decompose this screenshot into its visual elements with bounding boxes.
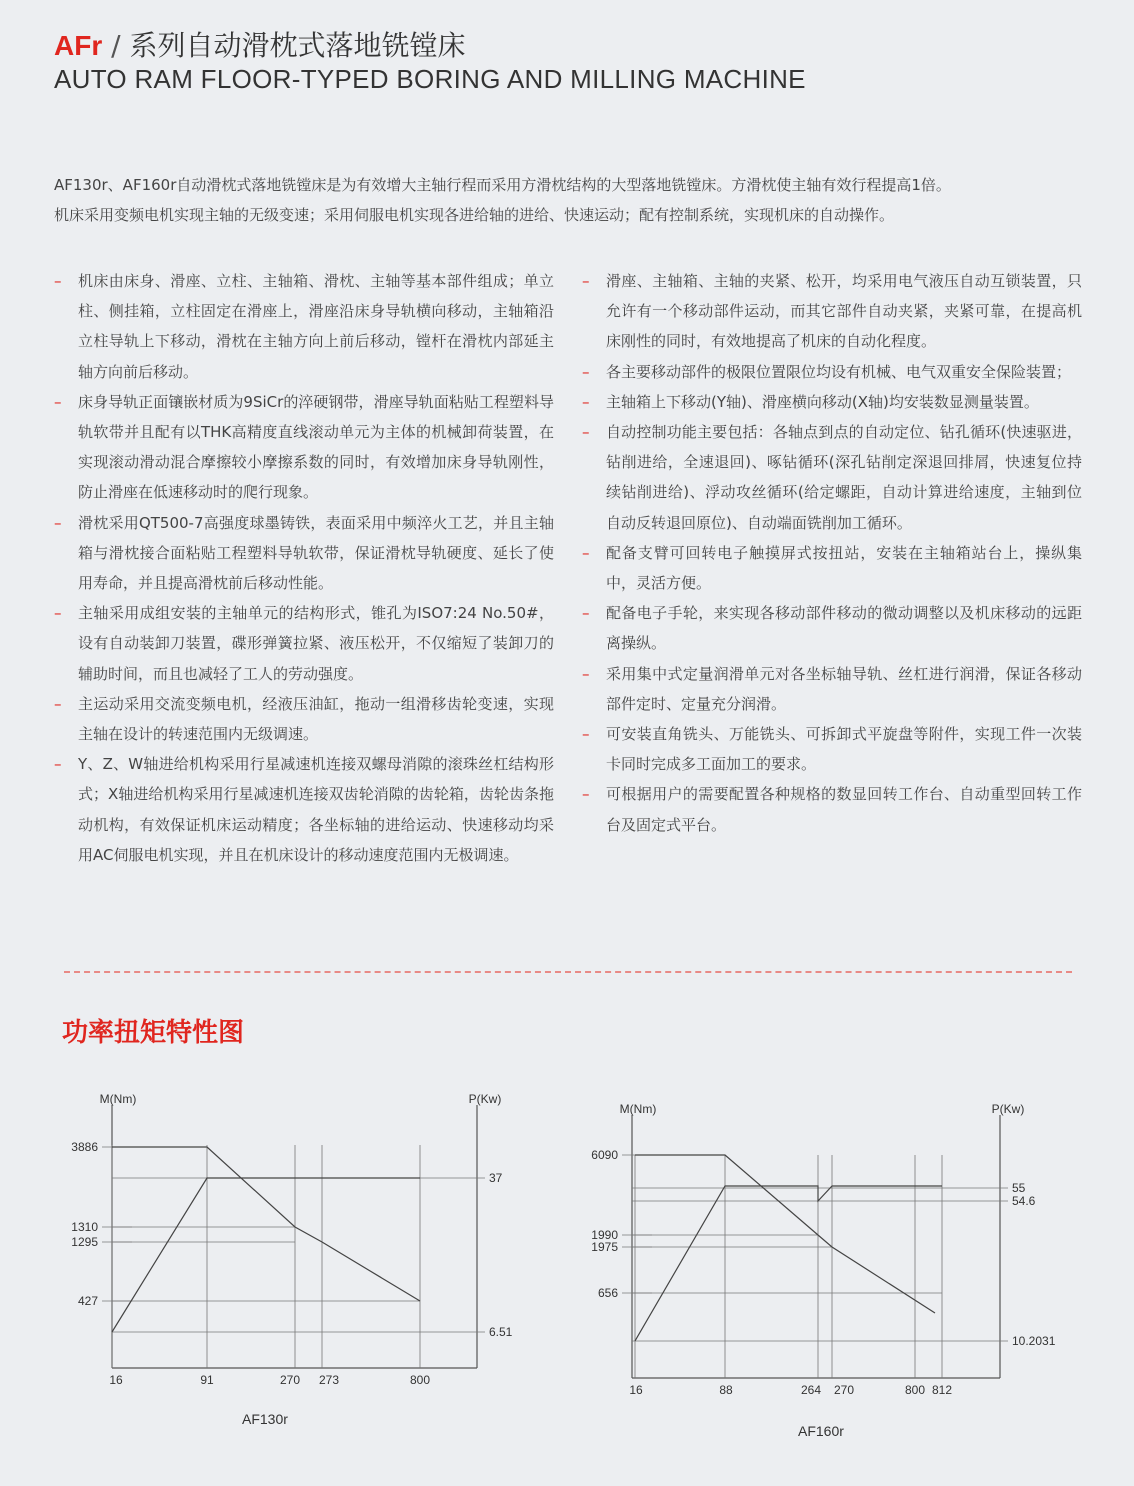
feature-text: 主运动采用交流变频电机，经液压油缸，拖动一组滑移齿轮变速，实现主轴在设计的转速范围内无级调速。 xyxy=(78,694,554,744)
torque-tick-label: 3886 xyxy=(71,1140,98,1154)
x-tick-label: 91 xyxy=(200,1373,214,1387)
feature-item xyxy=(582,719,1082,779)
power-tick-label: 37 xyxy=(489,1171,503,1185)
feature-text: 可根据用户的需要配置各种规格的数显回转工作台、自动重型回转工作台及固定式平台。 xyxy=(606,785,1082,834)
feature-item xyxy=(582,417,1082,538)
feature-text: 主轴箱上下移动(Y轴)、滑座横向移动(X轴)均安装数显测量装置。 xyxy=(606,392,1039,411)
chart-caption-af160r: AF160r xyxy=(798,1423,844,1439)
feature-text: 各主要移动部件的极限位置限位均设有机械、电气双重安全保险装置； xyxy=(606,362,1072,381)
feature-text: 自动控制功能主要包括：各轴点到点的自动定位、钻孔循环(快速驱进，钻削进给，全速退回)、啄钻循环(深孔钻削定深退回排屑，快速复位持续钻削进给)、浮动攻丝循环(给定螺距，自动计算进给速度，主轴到位自动反转退回原位)、自动端面铣削加工循环。 xyxy=(606,423,1082,532)
x-tick-label: 16 xyxy=(109,1373,123,1387)
feature-item xyxy=(54,387,554,508)
feature-item xyxy=(54,508,554,599)
title-separator: / xyxy=(111,29,121,62)
feature-text: 主轴采用成组安装的主轴单元的结构形式，锥孔为ISO7:24 No.50#，设有自动装卸刀装置，碟形弹簧拉紧、液压松开，不仅缩短了装卸刀的辅助时间，而且也减轻了工人的劳动强度。 xyxy=(78,604,554,683)
feature-item xyxy=(54,689,554,749)
title-cn-text: 系列自动滑枕式落地铣镗床 xyxy=(129,29,466,62)
bullet-dash: – xyxy=(54,272,62,290)
page-title xyxy=(54,24,466,64)
x-tick-label: 270 xyxy=(279,1373,301,1387)
power-tick-label: 55 xyxy=(1012,1181,1026,1195)
feature-text: 采用集中式定量润滑单元对各坐标轴导轨、丝杠进行润滑，保证各移动部件定时、定量充分润滑。 xyxy=(606,664,1082,713)
x-tick-label: 800 xyxy=(409,1373,431,1387)
feature-list-right xyxy=(582,266,1082,840)
bullet-dash: – xyxy=(582,785,590,804)
x-tick-label: 812 xyxy=(931,1383,953,1397)
bullet-dash: – xyxy=(582,423,590,442)
intro-text xyxy=(54,170,1094,230)
x-tick-label: 264 xyxy=(800,1383,822,1397)
y-axis-label-left: M(Nm) xyxy=(619,1102,657,1116)
feature-text: 滑座、主轴箱、主轴的夹紧、松开，均采用电气液压自动互锁装置，只允许有一个移动部件运动，而其它部件自动夹紧，夹紧可靠，在提高机床刚性的同时，有效地提高了机床的自动化程度。 xyxy=(606,272,1082,351)
torque-curve xyxy=(635,1155,935,1313)
page-subtitle: AUTO RAM FLOOR-TYPED BORING AND MILLING MACHINE xyxy=(54,64,806,94)
feature-text: 滑枕采用QT500-7高强度球墨铸铁，表面采用中频淬火工艺，并且主轴箱与滑枕接合面粘贴工程塑料导轨软带，保证滑枕导轨硬度、延长了使用寿命，并且提高滑枕前后移动性能。 xyxy=(78,513,554,593)
feature-item xyxy=(54,598,554,689)
bullet-dash: – xyxy=(54,755,62,774)
torque-tick-label: 1295 xyxy=(71,1235,98,1249)
section-title: 功率扭矩特性图 xyxy=(62,1018,245,1048)
torque-tick-label: 1310 xyxy=(71,1220,98,1234)
power-tick-label: 10.2031 xyxy=(1012,1334,1056,1348)
power-tick-label: 54.6 xyxy=(1012,1194,1036,1208)
feature-item xyxy=(582,538,1082,598)
feature-item xyxy=(582,387,1082,417)
intro-paragraph: AF130r、AF160r自动滑枕式落地铣镗床是为有效增大主轴行程而采用方滑枕结构的大型落地铣镗床。方滑枕使主轴有效行程提高1倍。 xyxy=(54,176,951,194)
torque-tick-label: 427 xyxy=(77,1294,98,1308)
feature-text: 配备支臂可回转电子触摸屏式按扭站，安装在主轴箱站台上，操纵集中，灵活方便。 xyxy=(606,543,1082,593)
intro-paragraph: 机床采用变频电机实现主轴的无级变速；采用伺服电机实现各进给轴的进给、快速运动；配有控制系统，实现机床的自动操作。 xyxy=(54,206,895,224)
feature-item xyxy=(54,266,554,387)
torque-tick-label: 1975 xyxy=(591,1240,618,1254)
x-tick-label: 270 xyxy=(833,1383,855,1397)
x-tick-label: 88 xyxy=(719,1383,733,1397)
feature-list-left xyxy=(54,266,554,870)
feature-text: 床身导轨正面镶嵌材质为9SiCr的淬硬钢带，滑座导轨面粘贴工程塑料导轨软带并且配有以THK高精度直线滚动单元为主体的机械卸荷装置，在实现滚动滑动混合摩擦较小摩擦系数的同时，有效增加床身导轨刚性，防止滑座在低速移动时的爬行现象。 xyxy=(78,392,554,502)
bullet-dash: – xyxy=(54,392,62,411)
bullet-dash: – xyxy=(582,725,590,744)
bullet-dash: – xyxy=(582,543,590,562)
bullet-dash: – xyxy=(54,604,62,623)
bullet-dash: – xyxy=(582,664,590,683)
bullet-dash: – xyxy=(54,513,62,532)
feature-text: 可安装直角铣头、万能铣头、可拆卸式平旋盘等附件，实现工件一次装卡同时完成多工面加工的要求。 xyxy=(606,725,1082,774)
torque-curve xyxy=(112,1147,420,1301)
power-tick-label: 6.51 xyxy=(489,1325,513,1339)
feature-item xyxy=(582,598,1082,658)
x-tick-label: 273 xyxy=(318,1373,340,1387)
torque-tick-label: 656 xyxy=(597,1286,618,1300)
torque-tick-label: 6090 xyxy=(591,1148,618,1162)
torque-tick-label: 1990 xyxy=(591,1228,618,1242)
bullet-dash: – xyxy=(582,272,590,290)
brand-mark: AFr xyxy=(54,30,103,61)
chart-af130r xyxy=(50,1085,550,1415)
feature-item xyxy=(54,749,554,870)
feature-text: 机床由床身、滑座、立柱、主轴箱、滑枕、主轴等基本部件组成；单立柱、侧挂箱，立柱固定在滑座上，滑座沿床身导轨横向移动，主轴箱沿立柱导轨上下移动，滑枕在主轴方向上前后移动，镗杆在滑枕内部延主轴方向前后移动。 xyxy=(78,272,554,381)
bullet-dash: – xyxy=(54,694,62,713)
feature-item xyxy=(582,266,1082,357)
x-tick-label: 800 xyxy=(904,1383,926,1397)
bullet-dash: – xyxy=(582,362,590,381)
x-tick-label: 16 xyxy=(629,1383,643,1397)
bullet-dash: – xyxy=(582,604,590,623)
feature-text: 配备电子手轮，来实现各移动部件移动的微动调整以及机床移动的远距离操纵。 xyxy=(606,604,1082,653)
feature-item xyxy=(582,357,1082,387)
section-divider xyxy=(64,971,1072,973)
y-axis-label-right: P(Kw) xyxy=(991,1102,1025,1116)
y-axis-label-right: P(Kw) xyxy=(468,1092,502,1106)
bullet-dash: – xyxy=(582,392,590,411)
chart-af160r xyxy=(570,1095,1070,1425)
y-axis-label-left: M(Nm) xyxy=(99,1092,137,1106)
feature-item xyxy=(582,779,1082,839)
feature-item xyxy=(582,659,1082,719)
chart-caption-af130r: AF130r xyxy=(242,1411,288,1427)
feature-text: Y、Z、W轴进给机构采用行星减速机连接双螺母消隙的滚珠丝杠结构形式；X轴进给机构采用行星减速机连接双齿轮消隙的齿轮箱，齿轮齿条拖动机构，有效保证机床运动精度；各坐标轴的进给运动、快速移动均采用AC伺服电机实现，并且在机床设计的移动速度范围内无极调速。 xyxy=(78,755,554,864)
